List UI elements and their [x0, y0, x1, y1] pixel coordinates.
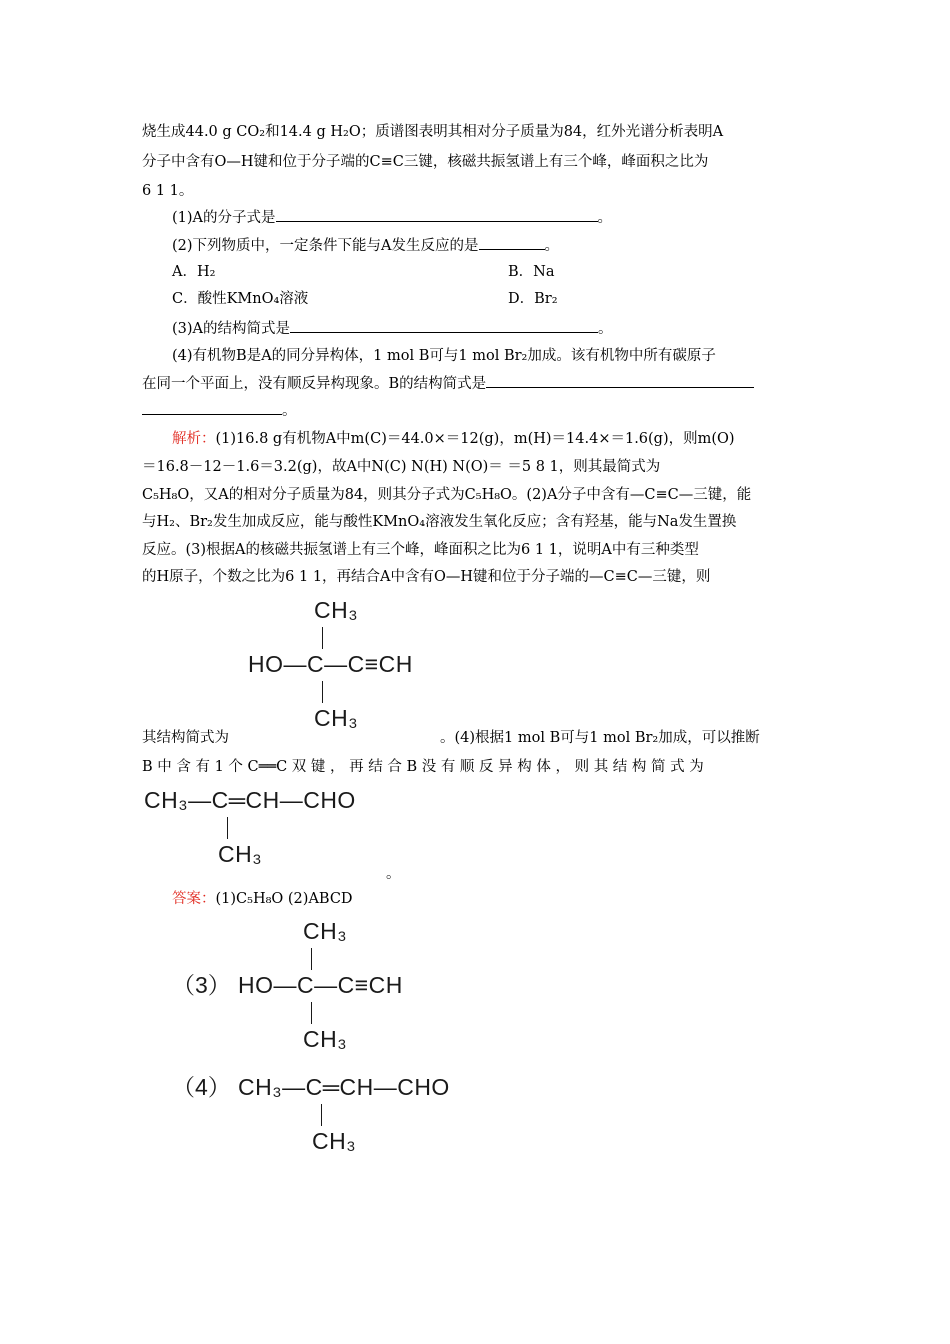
answer-4-number: （4） [172, 1074, 231, 1100]
q1-end: 。 [597, 210, 613, 226]
analysis-line-2: ＝16.8－12－1.6＝3.2(g)，故A中N(C) N(H) N(O)＝ ＝5 8 1，则其最简式为 [142, 459, 661, 475]
q2-text: (2)下列物质中，一定条件下能与A发生反应的是 [172, 238, 479, 254]
q3-text: (3)A的结构简式是 [172, 321, 291, 337]
q4-line-3 [142, 400, 297, 421]
answer-a-main: HO—C—C≡CH [238, 972, 403, 998]
question-line-3: 6 1 1。 [142, 183, 194, 199]
answer-b-bottom-ch3: CH₃ [312, 1128, 357, 1154]
q4-answer-blank-2[interactable] [142, 400, 282, 415]
q3 [172, 318, 613, 339]
q4-answer-blank-1[interactable] [486, 373, 754, 388]
structure-b-bottom-ch3: CH₃ [218, 841, 263, 867]
structure-a-main: HO—C—C≡CH [248, 651, 413, 677]
answer-a-bottom-ch3: CH₃ [303, 1026, 348, 1052]
answer-line [172, 889, 353, 909]
answer-text: (1)C₅H₈O (2)ABCD [215, 891, 353, 907]
analysis-line-6: 的H原子，个数之比为6 1 1，再结合A中含有O—H键和位于分子端的—C≡C—三键，则 [142, 569, 711, 585]
q2-end: 。 [544, 238, 560, 254]
answer-a-bond-down [311, 1002, 312, 1024]
q3-answer-blank[interactable] [290, 318, 598, 333]
q1-text: (1)A的分子式是 [172, 210, 276, 226]
analysis-line-4: 与H₂、Br₂发生加成反应，能与酸性KMnO₄溶液发生氧化反应；含有羟基，能与Na发生置换 [142, 514, 737, 530]
structure-a-bond-down [322, 681, 323, 703]
answer-label: 答案： [172, 891, 216, 907]
q2 [172, 235, 559, 256]
q4-line-2 [142, 373, 754, 394]
answer-a-bond-up [311, 948, 312, 970]
answer-b-bond-down [321, 1104, 322, 1126]
structure-a-top-ch3: CH₃ [314, 597, 359, 623]
option-a: A．H₂ [172, 264, 216, 280]
analysis-line-1 [172, 429, 735, 449]
answer-3-number: （3） [172, 972, 231, 998]
analysis-line-7-pre: 其结构简式为 [142, 730, 229, 746]
q4-text: 在同一个平面上，没有顺反异构现象。B的结构简式是 [142, 376, 487, 392]
structure-a-bottom-ch3: CH₃ [314, 705, 359, 731]
option-c: C．酸性KMnO₄溶液 [172, 291, 309, 307]
q2-answer-blank[interactable] [479, 235, 545, 250]
option-b: B．Na [508, 264, 555, 280]
analysis-end-mark: 。 [386, 866, 401, 882]
structure-a-bond-up [322, 627, 323, 649]
q4-line-1: (4)有机物B是A的同分异构体，1 mol B可与1 mol Br₂加成。该有机物中所有碳原子 [172, 348, 716, 364]
answer-a-top-ch3: CH₃ [303, 918, 348, 944]
question-line-1: 烧生成44.0 g CO₂和14.4 g H₂O；质谱图表明其相对分子质量为84，红外光谱分析表明A [142, 124, 724, 140]
analysis-line-5: 反应。(3)根据A的核磁共振氢谱上有三个峰，峰面积之比为6 1 1，说明A中有三种类型 [142, 542, 699, 558]
option-d: D．Br₂ [508, 291, 558, 307]
analysis-text-1: (1)16.8 g有机物A中m(C)＝44.0×＝12(g)，m(H)＝14.4×＝1.6(g)，则m(O) [215, 431, 735, 447]
question-line-2: 分子中含有O—H键和位于分子端的C≡C三键，核磁共振氢谱上有三个峰，峰面积之比为 [142, 154, 709, 170]
q1 [172, 207, 612, 228]
analysis-line-3: C₅H₈O，又A的相对分子质量为84，则其分子式为C₅H₈O。(2)A分子中含有—C≡C—三键，能 [142, 487, 752, 503]
structure-b-bond-down [227, 817, 228, 839]
structure-b-main: CH₃—C═CH—CHO [144, 787, 356, 813]
analysis-label: 解析： [172, 431, 216, 447]
q1-answer-blank[interactable] [276, 207, 598, 222]
analysis-line-7-post: 。(4)根据1 mol B可与1 mol Br₂加成，可以推断 [440, 730, 760, 746]
answer-b-main: CH₃—C═CH—CHO [238, 1074, 450, 1100]
q3-end: 。 [598, 321, 613, 337]
analysis-line-8: B 中 含 有 1 个 C══C 双 键 ， 再 结 合 B 没 有 顺 反 异 构 体 ， 则 其 结 构 简 式 为 [142, 759, 704, 775]
q4-end: 。 [282, 403, 297, 419]
